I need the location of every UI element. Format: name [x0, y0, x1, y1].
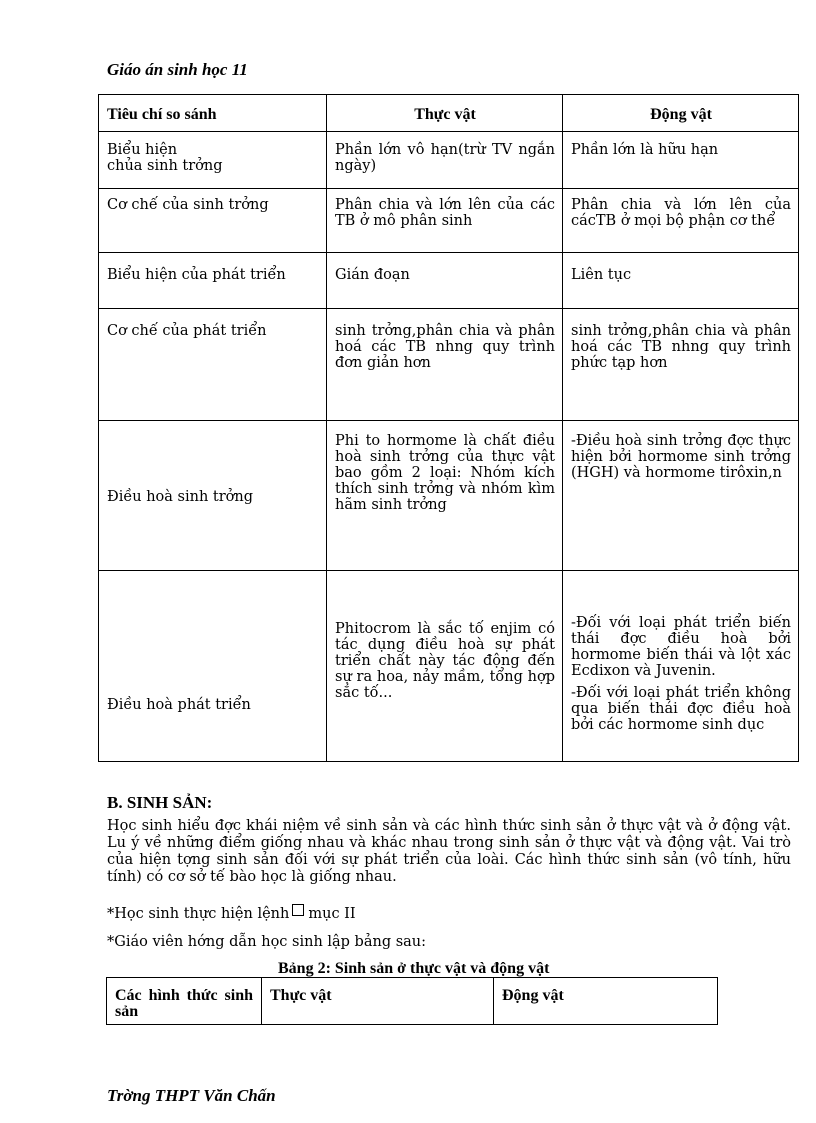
plant-cell: Gián đoạn [327, 253, 563, 309]
table-header-row [99, 95, 799, 132]
table-caption: Bảng 2: Sinh sản ở thực vật và động vật [278, 960, 550, 977]
animal-cell [563, 571, 799, 762]
animal-cell: Phân chia và lớn lên của cácTB ở mọi bộ phận cơ thể [563, 189, 799, 253]
criterion-cell: Biểu hiện chủa sinh trởng [99, 132, 327, 189]
animal-cell: -Điều hoà sinh trởng đợc thực hiện bởi hormome sinh trởng (HGH) và hormome tirôxin,n [563, 421, 799, 571]
criterion-cell: Điều hoà sinh trởng [99, 421, 327, 571]
criterion-cell: Cơ chế của sinh trởng [99, 189, 327, 253]
animal-cell: Phần lớn là hữu hạn [563, 132, 799, 189]
header-plant: Thực vật [262, 978, 494, 1025]
table-row [99, 189, 799, 253]
document-header: Giáo án sinh học 11 [107, 60, 248, 79]
criterion-cell: Điều hoà phát triển [99, 571, 327, 762]
instruction-text: *Học sinh thực hiện lệnh [107, 906, 290, 922]
checkbox-icon [292, 904, 304, 916]
plant-cell: sinh trởng,phân chia và phân hoá các TB nhng quy trình đơn giản hơn [327, 309, 563, 421]
header-plant: Thực vật [327, 95, 563, 132]
criterion-cell: Cơ chế của phát triển [99, 309, 327, 421]
header-animal: Động vật [563, 95, 799, 132]
animal-cell: Liên tục [563, 253, 799, 309]
table-row [99, 571, 799, 762]
instruction-line [107, 904, 356, 922]
header-forms: Các hình thức sinh sản [107, 978, 262, 1025]
header-criterion: Tiêu chí so sánh [99, 95, 327, 132]
section-paragraph: Học sinh hiểu đợc khái niệm về sinh sản và các hình thức sinh sản ở thực vật và ở động vật. Lu ý về những điểm giống nhau và khác nhau trong sinh sản ở thực vật và động vật. Vai trò của hiện tợng sinh sản đối với sự phát triển của loài. Các hình thức sinh sản (vô tính, hữu tính) có cơ sở tế bào học là giống nhau. [107, 818, 791, 885]
table-row [99, 421, 799, 571]
plant-cell: Phi to hormome là chất điều hoà sinh trởng của thực vật bao gồm 2 loại: Nhóm kích thích sinh trởng và nhóm kìm hãm sinh trởng [327, 421, 563, 571]
table-row [99, 253, 799, 309]
reproduction-table [106, 977, 718, 1025]
comparison-table [98, 94, 799, 762]
instruction-text: mục II [308, 906, 356, 922]
plant-cell: Phân chia và lớn lên của các TB ở mô phân sinh [327, 189, 563, 253]
document-footer: Trờng THPT Văn Chấn [107, 1086, 276, 1105]
animal-paragraph: -Đối với loại phát triển biến thái đợc điều hoà bởi hormome biến thái và lột xác Ecdixon và Juvenin. [571, 615, 791, 679]
table-row [99, 309, 799, 421]
criterion-cell: Biểu hiện của phát triển [99, 253, 327, 309]
animal-cell: sinh trởng,phân chia và phân hoá các TB nhng quy trình phức tạp hơn [563, 309, 799, 421]
plant-cell: Phitocrom là sắc tố enjim có tác dụng điều hoà sự phát triển chất này tác động đến sự ra hoa, nảy mầm, tổng hợp sắc tố... [327, 571, 563, 762]
instruction-line: *Giáo viên hớng dẫn học sinh lập bảng sau: [107, 934, 427, 950]
table-row [99, 132, 799, 189]
table-header-row [107, 978, 718, 1025]
plant-cell: Phần lớn vô hạn(trừ TV ngắn ngày) [327, 132, 563, 189]
section-title: B. SINH SẢN: [107, 793, 213, 812]
animal-paragraph: -Đối với loại phát triển không qua biến thái đợc điều hoà bởi các hormome sinh dục [571, 685, 791, 733]
header-animal: Động vật [494, 978, 718, 1025]
